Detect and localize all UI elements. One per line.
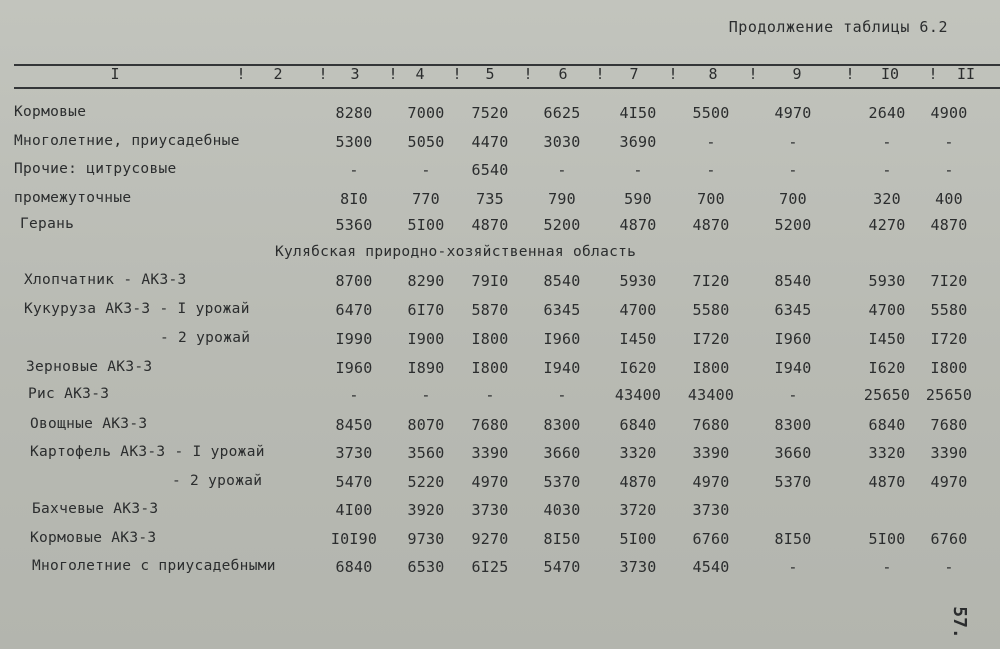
table-row [0, 216, 1000, 238]
cell-col-7: I620 [619, 359, 657, 377]
cell-col-7: 5I00 [619, 530, 657, 548]
cell-col-11: I720 [930, 330, 968, 348]
header-separator: ! [318, 65, 328, 83]
cell-col-7: 5930 [619, 272, 657, 290]
cell-col-5: 5870 [471, 301, 509, 319]
row-label: Хлопчатник - АКЗ-3 [24, 272, 187, 288]
cell-col-3: 4I00 [335, 501, 373, 519]
cell-col-5: 6I25 [471, 558, 509, 576]
cell-col-7: 4870 [619, 473, 657, 491]
header-bottom-rule [14, 87, 1000, 89]
cell-col-10: 6840 [868, 416, 906, 434]
cell-col-8: 4970 [692, 473, 730, 491]
header-col-3: 3 [350, 65, 360, 83]
header-col-1: I [110, 65, 120, 83]
cell-col-6: - [557, 161, 567, 179]
cell-col-5: 3730 [471, 501, 509, 519]
cell-col-11: - [944, 161, 954, 179]
cell-col-10: - [882, 161, 892, 179]
cell-col-3: 5300 [335, 133, 373, 151]
header-separator: ! [845, 65, 855, 83]
cell-col-4: 6I70 [407, 301, 445, 319]
table-caption: Продолжение таблицы 6.2 [728, 18, 948, 36]
cell-col-10: I450 [868, 330, 906, 348]
cell-col-11: 4970 [930, 473, 968, 491]
cell-col-10: - [882, 133, 892, 151]
cell-col-11: 25650 [925, 386, 973, 404]
cell-col-5: 6540 [471, 161, 509, 179]
cell-col-10: 4700 [868, 301, 906, 319]
row-label: Многолетние с приусадебными [32, 558, 276, 574]
row-label: Картофель АКЗ-3 - I урожай [30, 444, 265, 460]
cell-col-9: 3660 [774, 444, 812, 462]
cell-col-6: - [557, 386, 567, 404]
cell-col-8: I720 [692, 330, 730, 348]
row-label: Прочие: цитрусовые [14, 161, 177, 177]
row-label: Герань [20, 216, 75, 232]
cell-col-3: 6840 [335, 558, 373, 576]
header-col-5: 5 [485, 65, 495, 83]
table-row [0, 161, 1000, 183]
cell-col-9: 6345 [774, 301, 812, 319]
cell-col-5: 79I0 [471, 272, 509, 290]
cell-col-7: 3720 [619, 501, 657, 519]
cell-col-5: I800 [471, 359, 509, 377]
cell-col-3: 8450 [335, 416, 373, 434]
cell-col-11: 7I20 [930, 272, 968, 290]
header-separator: ! [595, 65, 605, 83]
table-row [0, 473, 1000, 495]
cell-col-4: I900 [407, 330, 445, 348]
table-row [0, 530, 1000, 552]
cell-col-3: - [349, 161, 359, 179]
cell-col-8: 7I20 [692, 272, 730, 290]
cell-col-6: 4030 [543, 501, 581, 519]
header-col-7: 7 [629, 65, 639, 83]
page-number: 57. [949, 606, 971, 639]
cell-col-7: 3690 [619, 133, 657, 151]
row-label: Кукуруза АКЗ-3 - I урожай [24, 301, 250, 317]
row-label: Рис АКЗ-3 [28, 386, 110, 402]
cell-col-11: - [944, 133, 954, 151]
cell-col-8: - [706, 161, 716, 179]
cell-col-9: 8I50 [774, 530, 812, 548]
cell-col-5: 4870 [471, 216, 509, 234]
cell-col-6: 5370 [543, 473, 581, 491]
row-label: Кормовые [14, 104, 87, 120]
cell-col-8: - [706, 133, 716, 151]
cell-col-9: - [788, 558, 798, 576]
cell-col-8: 7680 [692, 416, 730, 434]
header-separator: ! [388, 65, 398, 83]
cell-col-10: 25650 [863, 386, 911, 404]
header-separator: ! [748, 65, 758, 83]
header-col-2: 2 [273, 65, 283, 83]
cell-col-9: I940 [774, 359, 812, 377]
table-row [0, 190, 1000, 212]
cell-col-9: - [788, 386, 798, 404]
cell-col-8: 43400 [687, 386, 735, 404]
cell-col-6: 8300 [543, 416, 581, 434]
cell-col-9: 700 [779, 190, 807, 208]
cell-col-7: I450 [619, 330, 657, 348]
cell-col-5: 9270 [471, 530, 509, 548]
cell-col-11: 3390 [930, 444, 968, 462]
cell-col-11: 6760 [930, 530, 968, 548]
table-row [0, 386, 1000, 408]
header-col-9: 9 [792, 65, 802, 83]
cell-col-9: - [788, 161, 798, 179]
table-row [0, 272, 1000, 294]
cell-col-8: 4870 [692, 216, 730, 234]
cell-col-9: 4970 [774, 104, 812, 122]
cell-col-11: 4870 [930, 216, 968, 234]
cell-col-8: 5500 [692, 104, 730, 122]
table-row [0, 133, 1000, 155]
cell-col-7: 3730 [619, 558, 657, 576]
cell-col-3: I0I90 [330, 530, 378, 548]
cell-col-4: 5050 [407, 133, 445, 151]
cell-col-9: I960 [774, 330, 812, 348]
cell-col-3: - [349, 386, 359, 404]
row-label: Овощные АКЗ-3 [30, 416, 148, 432]
cell-col-7: - [633, 161, 643, 179]
cell-col-9: 8540 [774, 272, 812, 290]
cell-col-3: I990 [335, 330, 373, 348]
cell-col-3: I960 [335, 359, 373, 377]
table-row [0, 444, 1000, 466]
row-label: Зерновые АКЗ-3 [26, 359, 153, 375]
cell-col-6: 3660 [543, 444, 581, 462]
cell-col-10: 4870 [868, 473, 906, 491]
header-col-8: 8 [708, 65, 718, 83]
cell-col-5: 735 [476, 190, 504, 208]
cell-col-4: 7000 [407, 104, 445, 122]
table-row [0, 330, 1000, 352]
cell-col-6: 6345 [543, 301, 581, 319]
header-col-10: I0 [880, 65, 900, 83]
cell-col-6: 6625 [543, 104, 581, 122]
row-label: промежуточные [14, 190, 132, 206]
cell-col-4: - [421, 386, 431, 404]
cell-col-6: 5200 [543, 216, 581, 234]
row-label: Многолетние, приусадебные [14, 133, 240, 149]
cell-col-5: 4470 [471, 133, 509, 151]
cell-col-3: 8280 [335, 104, 373, 122]
cell-col-5: - [485, 386, 495, 404]
cell-col-9: - [788, 133, 798, 151]
cell-col-9: 5200 [774, 216, 812, 234]
cell-col-11: I800 [930, 359, 968, 377]
table-row [0, 104, 1000, 126]
header-separator: ! [523, 65, 533, 83]
cell-col-4: 5I00 [407, 216, 445, 234]
cell-col-5: 3390 [471, 444, 509, 462]
cell-col-10: 2640 [868, 104, 906, 122]
section-title: Кулябская природно-хозяйственная область [275, 244, 637, 260]
cell-col-4: 9730 [407, 530, 445, 548]
cell-col-8: 6760 [692, 530, 730, 548]
cell-col-6: 8I50 [543, 530, 581, 548]
cell-col-4: 8070 [407, 416, 445, 434]
cell-col-7: 4I50 [619, 104, 657, 122]
cell-col-5: 7520 [471, 104, 509, 122]
cell-col-10: 3320 [868, 444, 906, 462]
header-col-11: II [956, 65, 976, 83]
cell-col-4: 5220 [407, 473, 445, 491]
cell-col-4: 3920 [407, 501, 445, 519]
header-separator: ! [928, 65, 938, 83]
table-row [0, 301, 1000, 323]
cell-col-7: 4700 [619, 301, 657, 319]
table-row [0, 501, 1000, 523]
cell-col-10: I620 [868, 359, 906, 377]
cell-col-6: I960 [543, 330, 581, 348]
cell-col-6: I940 [543, 359, 581, 377]
cell-col-6: 790 [548, 190, 576, 208]
header-col-4: 4 [415, 65, 425, 83]
cell-col-4: - [421, 161, 431, 179]
cell-col-8: I800 [692, 359, 730, 377]
cell-col-7: 3320 [619, 444, 657, 462]
cell-col-7: 6840 [619, 416, 657, 434]
row-label: Бахчевые АКЗ-3 [32, 501, 159, 517]
cell-col-3: 8I0 [340, 190, 368, 208]
cell-col-11: 7680 [930, 416, 968, 434]
header-separator: ! [452, 65, 462, 83]
cell-col-3: 5470 [335, 473, 373, 491]
cell-col-11: 5580 [930, 301, 968, 319]
table-row [0, 416, 1000, 438]
cell-col-10: 5930 [868, 272, 906, 290]
header-separator: ! [236, 65, 246, 83]
cell-col-10: 5I00 [868, 530, 906, 548]
table-row [0, 359, 1000, 381]
cell-col-8: 4540 [692, 558, 730, 576]
cell-col-3: 3730 [335, 444, 373, 462]
table-row [0, 558, 1000, 580]
cell-col-8: 3390 [692, 444, 730, 462]
cell-col-7: 4870 [619, 216, 657, 234]
cell-col-6: 3030 [543, 133, 581, 151]
cell-col-11: - [944, 558, 954, 576]
cell-col-8: 3730 [692, 501, 730, 519]
cell-col-8: 700 [697, 190, 725, 208]
cell-col-6: 5470 [543, 558, 581, 576]
cell-col-3: 8700 [335, 272, 373, 290]
header-separator: ! [668, 65, 678, 83]
cell-col-4: 3560 [407, 444, 445, 462]
cell-col-9: 5370 [774, 473, 812, 491]
cell-col-5: 4970 [471, 473, 509, 491]
cell-col-4: I890 [407, 359, 445, 377]
row-label: Кормовые АКЗ-3 [30, 530, 157, 546]
cell-col-7: 43400 [614, 386, 662, 404]
cell-col-3: 6470 [335, 301, 373, 319]
cell-col-10: - [882, 558, 892, 576]
cell-col-11: 4900 [930, 104, 968, 122]
row-label: - 2 урожай [160, 330, 251, 346]
cell-col-4: 8290 [407, 272, 445, 290]
cell-col-7: 590 [624, 190, 652, 208]
cell-col-5: 7680 [471, 416, 509, 434]
row-label: - 2 урожай [172, 473, 263, 489]
cell-col-8: 5580 [692, 301, 730, 319]
cell-col-10: 4270 [868, 216, 906, 234]
cell-col-5: I800 [471, 330, 509, 348]
cell-col-6: 8540 [543, 272, 581, 290]
cell-col-4: 6530 [407, 558, 445, 576]
cell-col-10: 320 [873, 190, 901, 208]
cell-col-3: 5360 [335, 216, 373, 234]
header-col-6: 6 [558, 65, 568, 83]
cell-col-4: 770 [412, 190, 440, 208]
cell-col-9: 8300 [774, 416, 812, 434]
cell-col-11: 400 [935, 190, 963, 208]
